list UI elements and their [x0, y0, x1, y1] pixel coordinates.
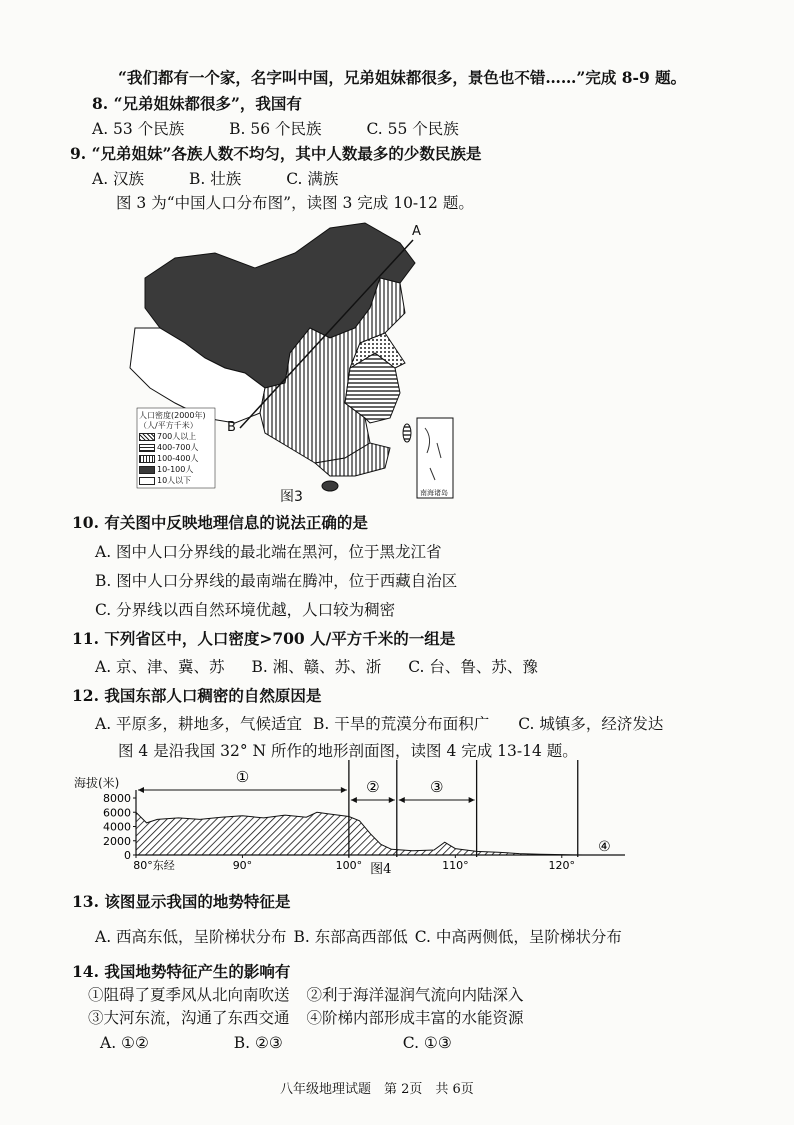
q10-option-b[interactable]: B. 图中人口分界线的最南端在腾冲，位于西藏自治区	[95, 572, 458, 590]
arrow-head-left	[351, 797, 357, 803]
question-9-stem: 9. “兄弟姐妹”各族人数不均匀，其中人数最多的少数民族是	[70, 144, 482, 163]
page-footer: 八年级地理试题 第 2页 共 6页	[280, 1082, 474, 1097]
q13-option-a[interactable]: A. 西高东低，呈阶梯状分布	[95, 928, 287, 946]
q12-option-c[interactable]: C. 城镇多，经济发达	[518, 715, 664, 733]
intro-10-12: 图 3 为“中国人口分布图”，读图 3 完成 10-12 题。	[116, 194, 474, 212]
y-tick-label: 4000	[103, 820, 131, 834]
q14-item-1: ①阻碍了夏季风从北向南吹送	[88, 986, 290, 1004]
terrain-profile-figure	[70, 760, 630, 880]
figure4-caption: 图4	[370, 862, 392, 877]
legend-item-10: 10人以下	[139, 475, 191, 486]
q11-option-b[interactable]: B. 湘、赣、苏、浙	[251, 658, 382, 676]
question-9-options	[92, 169, 338, 189]
legend-item-400-700: 400-700人	[139, 442, 198, 453]
arrow-head-left	[399, 797, 405, 803]
south-china-sea-inset	[417, 418, 453, 498]
q9-option-b[interactable]: B. 壮族	[189, 170, 242, 188]
question-12-stem: 12. 我国东部人口稠密的自然原因是	[72, 686, 322, 705]
legend-item-100-400: 100-400人	[139, 453, 198, 464]
question-14-items-row1	[88, 985, 523, 1005]
q14-option-c[interactable]: C. ①③	[402, 1034, 452, 1052]
question-13-stem: 13. 该图显示我国的地势特征是	[72, 892, 291, 911]
y-tick-label: 0	[124, 849, 131, 862]
question-12-options	[95, 714, 663, 734]
question-14-options	[100, 1033, 452, 1053]
x-tick-label: 80°东经	[133, 859, 175, 872]
q8-option-a[interactable]: A. 53 个民族	[92, 120, 185, 138]
segment-label: ③	[429, 778, 444, 796]
q14-item-3: ③大河东流，沟通了东西交通	[88, 1009, 290, 1027]
q11-option-a[interactable]: A. 京、津、冀、苏	[95, 658, 225, 676]
q14-option-b[interactable]: B. ②③	[233, 1034, 283, 1052]
q8-option-c[interactable]: C. 55 个民族	[366, 120, 459, 138]
q10-option-a[interactable]: A. 图中人口分界线的最北端在黑河，位于黑龙江省	[95, 543, 442, 561]
arrow-head-left	[138, 787, 144, 793]
legend-item-10-100: 10-100人	[139, 464, 193, 475]
segment-label: ①	[235, 768, 250, 786]
y-tick-label: 8000	[103, 792, 131, 805]
question-14-items-row2	[88, 1008, 523, 1028]
segment-label: ④	[598, 839, 611, 855]
question-11-options	[95, 657, 538, 677]
q12-option-a[interactable]: A. 平原多，耕地多，气候适宜	[95, 715, 303, 733]
question-11-stem: 11. 下列省区中，人口密度>700 人/平方千米的一组是	[72, 629, 456, 648]
q10-option-c[interactable]: C. 分界线以西自然环境优越，人口较为稠密	[95, 601, 396, 619]
y-tick-label: 6000	[103, 806, 131, 820]
x-tick-label: 90°	[232, 859, 253, 872]
x-tick-label: 120°	[548, 859, 576, 872]
q8-option-b[interactable]: B. 56 个民族	[229, 120, 322, 138]
q13-option-b[interactable]: B. 东部高西部低	[293, 928, 408, 946]
question-13-options	[95, 927, 622, 947]
map-label-a: A	[412, 224, 421, 239]
y-tick-label: 2000	[103, 834, 131, 848]
legend-title: 人口密度(2000年)	[139, 411, 206, 420]
q12-option-b[interactable]: B. 干旱的荒漠分布面积广	[313, 715, 490, 733]
q14-option-a[interactable]: A. ①②	[100, 1034, 149, 1052]
q11-option-c[interactable]: C. 台、鲁、苏、豫	[408, 658, 538, 676]
question-8-stem: 8. “兄弟姐妹都很多”，我国有	[92, 94, 302, 113]
x-tick-label: 110°	[442, 859, 469, 872]
q9-option-c[interactable]: C. 满族	[286, 170, 339, 188]
terrain-area	[136, 812, 583, 855]
map-hainan	[322, 481, 338, 491]
figure3-caption: 图3	[280, 489, 303, 505]
map-label-b: B	[227, 420, 236, 435]
legend-item-700: 700人以上	[139, 431, 196, 442]
arrow-head-right	[389, 797, 395, 803]
segment-label: ②	[366, 778, 380, 796]
population-map-figure	[115, 218, 455, 508]
question-8-options	[92, 119, 459, 139]
x-tick-label: 100°	[335, 859, 363, 872]
legend-unit: （人/平方千米）	[139, 421, 198, 430]
q9-option-a[interactable]: A. 汉族	[92, 170, 145, 188]
map-taiwan	[403, 424, 411, 442]
q14-item-4: ④阶梯内部形成丰富的水能资源	[306, 1009, 524, 1027]
question-10-stem: 10. 有关图中反映地理信息的说法正确的是	[72, 513, 368, 532]
inset-label: 南海诸岛	[420, 489, 448, 497]
terrain-profile-chart	[70, 760, 630, 880]
q13-option-c[interactable]: C. 中高两侧低，呈阶梯状分布	[414, 928, 622, 946]
y-axis-label: 海拔(米)	[74, 776, 120, 790]
intro-13-14: 图 4 是沿我国 32° N 所作的地形剖面图，读图 4 完成 13-14 题。	[118, 742, 578, 760]
q14-item-2: ②利于海洋湿润气流向内陆深入	[306, 986, 524, 1004]
question-14-stem: 14. 我国地势特征产生的影响有	[72, 962, 291, 981]
arrow-head-right	[341, 787, 347, 793]
arrow-head-right	[469, 797, 475, 803]
intro-8-9: “我们都有一个家，名字叫中国，兄弟姐妹都很多，景色也不错……”完成 8-9 题。	[118, 68, 687, 87]
